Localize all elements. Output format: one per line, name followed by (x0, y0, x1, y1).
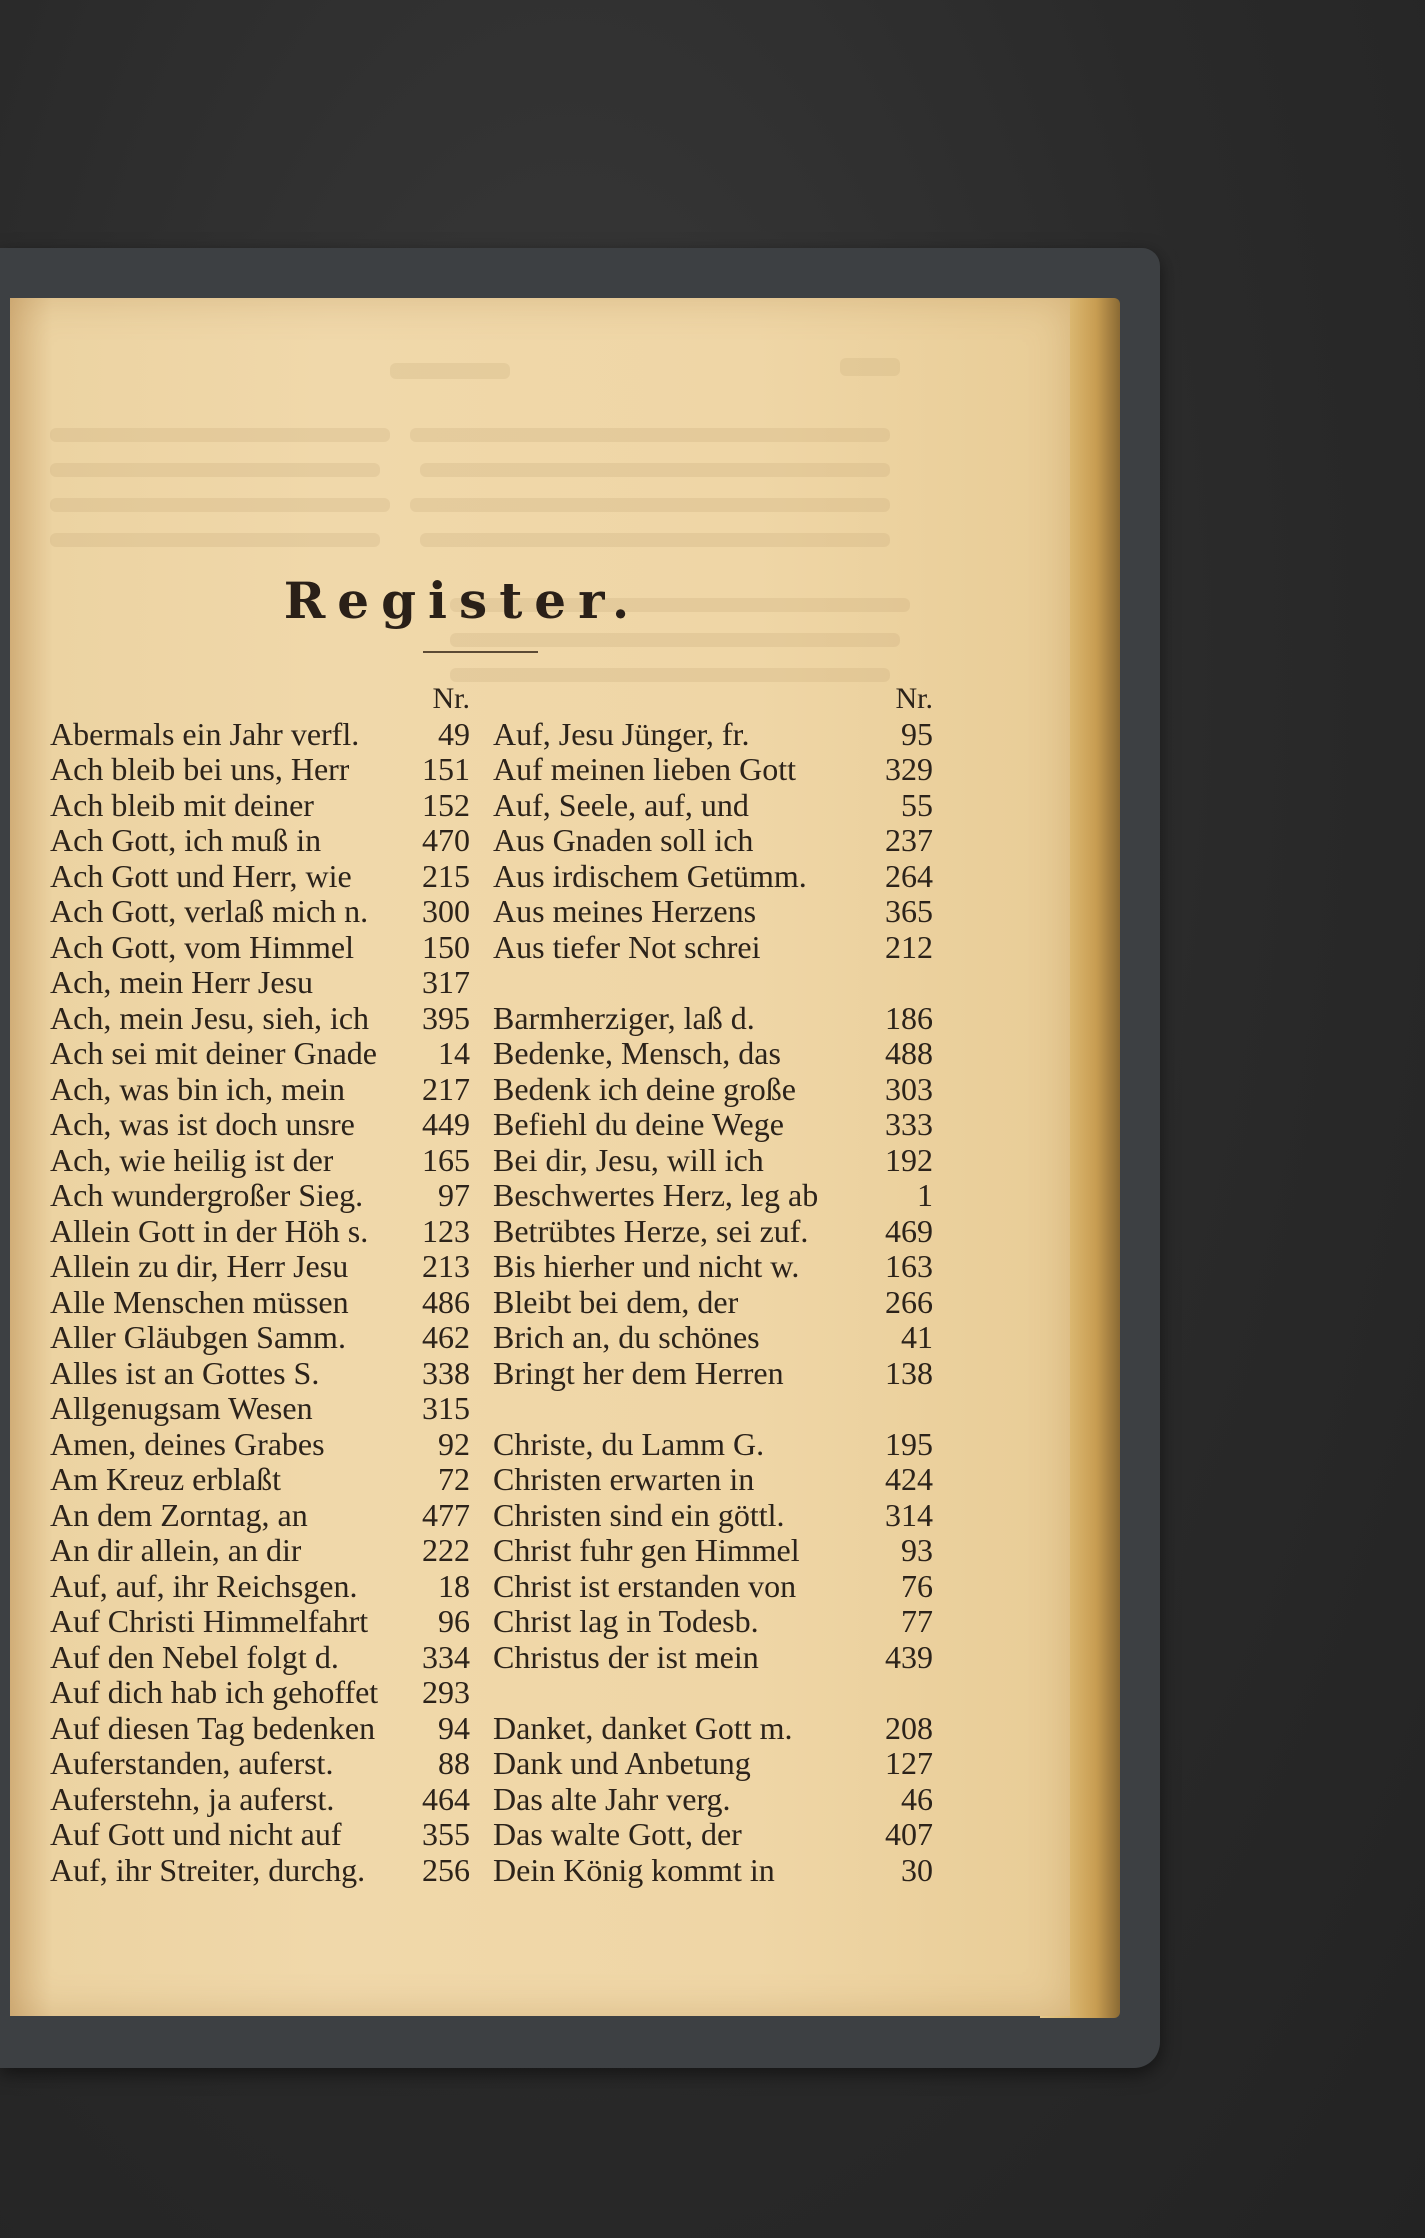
register-entry (50, 717, 470, 753)
hymn-number: 477 (422, 1496, 470, 1533)
hymn-first-line: Alle Menschen müssen (50, 1284, 349, 1320)
hymn-first-line: Ach Gott, ich muß in (50, 823, 322, 858)
hymn-first-line: An dem Zorntag, an (50, 1497, 308, 1533)
hymn-number: 314 (885, 1496, 933, 1533)
hymn-number: 14 (438, 1035, 470, 1071)
register-entry (50, 1853, 470, 1889)
register-entry (50, 788, 470, 824)
hymn-number: 195 (885, 1425, 933, 1462)
hymn-number: 469 (885, 1212, 933, 1249)
hymn-number: 222 (422, 1532, 470, 1568)
hymn-number: 424 (885, 1461, 933, 1497)
hymn-first-line: Auf Gott und nicht auf (50, 1817, 342, 1852)
hymn-number: 464 (422, 1780, 470, 1817)
hymn-first-line: Ach, wie heilig ist der (50, 1142, 334, 1178)
hymn-first-line: Auferstehn, ja auferst. (50, 1781, 335, 1817)
register-entry (493, 1036, 933, 1072)
hymn-number: 338 (422, 1354, 470, 1391)
hymn-number: 30 (901, 1851, 933, 1888)
hymn-first-line: Aus irdischem Getümm. (493, 858, 807, 894)
register-entry (493, 1178, 933, 1214)
register-entry (50, 965, 470, 1001)
hymn-first-line: Ach, mein Herr Jesu (50, 965, 314, 1000)
hymn-first-line: Brich an, du schönes (493, 1320, 760, 1355)
hymn-number: 88 (438, 1745, 470, 1781)
letter-group-gap (493, 1675, 933, 1711)
hymn-number: 355 (422, 1816, 470, 1852)
register-entry (50, 894, 470, 930)
hymn-first-line: Auf, Jesu Jünger, fr. (493, 716, 750, 752)
right-column (493, 681, 933, 1888)
hymn-first-line: Bis hierher und nicht w. (493, 1249, 800, 1284)
hymn-first-line: Ach sei mit deiner Gnade (50, 1036, 377, 1071)
register-entry (493, 1711, 933, 1747)
register-entry (50, 1320, 470, 1356)
hymn-first-line: Auf Christi Himmelfahrt (50, 1604, 369, 1639)
hymn-first-line: Bedenk ich deine große (493, 1071, 796, 1107)
register-entry (50, 1107, 470, 1143)
hymn-first-line: Ach, mein Jesu, sieh, ich (50, 1000, 370, 1036)
hymn-number: 303 (885, 1070, 933, 1107)
book-page (10, 298, 1070, 2016)
hymn-first-line: Dank und Anbetung (493, 1746, 751, 1781)
hymn-first-line: Befiehl du deine Wege (493, 1107, 784, 1142)
register-entry (50, 1249, 470, 1285)
hymn-number: 41 (901, 1319, 933, 1355)
page-title: Register. (283, 571, 642, 630)
register-entry (493, 1214, 933, 1250)
hymn-number: 152 (422, 786, 470, 823)
hymn-first-line: Auf meinen lieben Gott (493, 752, 797, 787)
hymn-first-line: Das alte Jahr verg. (493, 1781, 731, 1817)
hymn-number: 486 (422, 1283, 470, 1320)
hymn-first-line: Auf, Seele, auf, und (493, 787, 749, 823)
register-entry (493, 859, 933, 895)
hymn-first-line: Auf den Nebel folgt d. (50, 1639, 339, 1675)
register-entry (50, 1746, 470, 1782)
register-entry (493, 1356, 933, 1392)
hymn-number: 123 (422, 1212, 470, 1249)
hymn-number: 96 (438, 1603, 470, 1639)
hymn-first-line: Danket, danket Gott m. (493, 1710, 793, 1746)
left-column (50, 681, 470, 1888)
hymn-number: 395 (422, 999, 470, 1036)
hymn-number: 266 (885, 1283, 933, 1320)
register-entry (493, 823, 933, 859)
register-entry (50, 1285, 470, 1321)
register-entry (50, 1462, 470, 1498)
letter-group-gap (493, 1391, 933, 1427)
hymn-number: 76 (901, 1567, 933, 1604)
hymn-first-line: Christen erwarten in (493, 1462, 755, 1497)
hymn-number: 256 (422, 1851, 470, 1888)
hymn-first-line: Ach Gott, vom Himmel (50, 929, 354, 965)
hymn-number: 127 (885, 1745, 933, 1781)
hymn-first-line: Bei dir, Jesu, will ich (493, 1142, 764, 1178)
letter-group-gap (493, 965, 933, 1001)
register-entry (50, 1533, 470, 1569)
register-entry (50, 1214, 470, 1250)
hymn-first-line: Am Kreuz erblaßt (50, 1462, 282, 1497)
hymn-first-line: Christen sind ein göttl. (493, 1497, 785, 1533)
hymn-number: 462 (422, 1319, 470, 1355)
hymn-first-line: Bringt her dem Herren (493, 1355, 784, 1391)
register-entry (493, 1320, 933, 1356)
register-entry (493, 1285, 933, 1321)
hymn-number: 293 (422, 1674, 470, 1710)
hymn-first-line: Allgenugsam Wesen (50, 1391, 313, 1426)
hymn-first-line: Christ lag in Todesb. (493, 1604, 759, 1639)
hymn-first-line: Ach wundergroßer Sieg. (50, 1178, 364, 1213)
register-entry (493, 1746, 933, 1782)
register-entry (493, 1782, 933, 1818)
hymn-first-line: Allein zu dir, Herr Jesu (50, 1249, 349, 1284)
hymn-number: 192 (885, 1141, 933, 1178)
register-entry (493, 1072, 933, 1108)
hymn-number: 49 (438, 715, 470, 752)
hymn-first-line: Aus Gnaden soll ich (493, 823, 754, 858)
register-entry (50, 1711, 470, 1747)
hymn-number: 72 (438, 1461, 470, 1497)
hymn-first-line: Barmherziger, laß d. (493, 1000, 755, 1036)
hymn-first-line: Aller Gläubgen Samm. (50, 1320, 346, 1355)
hymn-first-line: Ach bleib mit deiner (50, 787, 314, 823)
hymn-number: 1 (917, 1177, 933, 1213)
hymn-number: 300 (422, 893, 470, 929)
hymn-number: 329 (885, 751, 933, 787)
register-entry (50, 1178, 470, 1214)
register-entry (50, 1675, 470, 1711)
hymn-number: 163 (885, 1248, 933, 1284)
hymn-number: 449 (422, 1106, 470, 1142)
register-entry (493, 752, 933, 788)
right-entry-list (493, 717, 933, 1889)
hymn-number: 97 (438, 1177, 470, 1213)
register-entry (493, 1107, 933, 1143)
title-divider (423, 651, 538, 653)
hymn-number: 93 (901, 1532, 933, 1568)
hymn-number: 138 (885, 1354, 933, 1391)
hymn-first-line: Amen, deines Grabes (50, 1426, 325, 1462)
hymn-number: 317 (422, 964, 470, 1000)
register-entry (493, 1533, 933, 1569)
register-entry (493, 1427, 933, 1463)
register-entry (493, 1817, 933, 1853)
hymn-number: 55 (901, 786, 933, 823)
hymn-number: 488 (885, 1035, 933, 1071)
column-header: Nr. (895, 682, 933, 715)
register-entry (50, 859, 470, 895)
register-entry (50, 1782, 470, 1818)
hymn-number: 151 (422, 751, 470, 787)
hymn-number: 213 (422, 1248, 470, 1284)
hymn-first-line: Christus der ist mein (493, 1639, 759, 1675)
column-header: Nr. (432, 682, 470, 715)
left-entry-list (50, 717, 470, 1889)
hymn-number: 264 (885, 857, 933, 894)
register-entry (50, 930, 470, 966)
hymn-number: 186 (885, 999, 933, 1036)
hymn-number: 18 (438, 1567, 470, 1604)
hymn-number: 215 (422, 857, 470, 894)
hymn-first-line: Aus meines Herzens (493, 894, 757, 929)
register-entry (50, 1036, 470, 1072)
hymn-number: 77 (901, 1603, 933, 1639)
hymn-number: 217 (422, 1070, 470, 1107)
register-entry (50, 1143, 470, 1179)
hymn-first-line: Christe, du Lamm G. (493, 1426, 765, 1462)
register-entry (493, 788, 933, 824)
register-entry (493, 1569, 933, 1605)
hymn-number: 237 (885, 822, 933, 858)
register-entry (50, 1427, 470, 1463)
hymn-first-line: Auf dich hab ich gehoffet (50, 1675, 379, 1710)
hymn-number: 46 (901, 1780, 933, 1817)
hymn-first-line: Auf, ihr Streiter, durchg. (50, 1852, 366, 1888)
hymn-number: 150 (422, 928, 470, 965)
hymn-first-line: Ach Gott, verlaß mich n. (50, 894, 369, 929)
register-entry (493, 1604, 933, 1640)
hymn-number: 439 (885, 1638, 933, 1675)
register-entry (50, 752, 470, 788)
hymn-first-line: Auferstanden, auferst. (50, 1746, 334, 1781)
hymn-number: 407 (885, 1816, 933, 1852)
hymn-number: 212 (885, 928, 933, 965)
register-entry (493, 1249, 933, 1285)
hymn-first-line: Ach bleib bei uns, Herr (50, 752, 350, 787)
register-entry (50, 1072, 470, 1108)
register-entry (493, 1143, 933, 1179)
hymn-number: 165 (422, 1141, 470, 1178)
hymn-number: 334 (422, 1638, 470, 1675)
register-entry (50, 1640, 470, 1676)
register-entry (50, 1001, 470, 1037)
hymn-first-line: Bleibt bei dem, der (493, 1284, 739, 1320)
hymn-number: 315 (422, 1390, 470, 1426)
register-entry (50, 1356, 470, 1392)
register-entry (493, 930, 933, 966)
hymn-first-line: Dein König kommt in (493, 1852, 775, 1888)
register-entry (493, 1640, 933, 1676)
hymn-first-line: Beschwertes Herz, leg ab (493, 1178, 819, 1213)
hymn-number: 95 (901, 715, 933, 752)
register-entry (50, 1498, 470, 1534)
hymn-first-line: Ach, was bin ich, mein (50, 1071, 346, 1107)
register-entry (50, 1817, 470, 1853)
hymn-first-line: Auf, auf, ihr Reichsgen. (50, 1568, 358, 1604)
register-entry (493, 894, 933, 930)
hymn-first-line: Auf diesen Tag bedenken (50, 1710, 376, 1746)
register-entry (493, 1498, 933, 1534)
register-entry (493, 1001, 933, 1037)
hymn-number: 92 (438, 1425, 470, 1462)
hymn-number: 208 (885, 1709, 933, 1746)
hymn-first-line: Abermals ein Jahr verfl. (50, 716, 360, 752)
hymn-first-line: Betrübtes Herze, sei zuf. (493, 1213, 809, 1249)
hymn-first-line: Aus tiefer Not schrei (493, 929, 761, 965)
hymn-first-line: Alles ist an Gottes S. (50, 1355, 320, 1391)
hymn-first-line: Bedenke, Mensch, das (493, 1036, 781, 1071)
register-entry (50, 823, 470, 859)
hymn-number: 470 (422, 822, 470, 858)
hymn-first-line: Ach Gott und Herr, wie (50, 858, 352, 894)
hymn-first-line: Das walte Gott, der (493, 1817, 742, 1852)
register-entry (493, 1462, 933, 1498)
register-entry (50, 1391, 470, 1427)
register-entry (493, 717, 933, 753)
hymn-number: 365 (885, 893, 933, 929)
hymn-first-line: Ach, was ist doch unsre (50, 1107, 355, 1142)
hymn-first-line: An dir allein, an dir (50, 1533, 302, 1568)
hymn-number: 94 (438, 1709, 470, 1746)
register-entry (50, 1569, 470, 1605)
hymn-first-line: Christ ist erstanden von (493, 1568, 797, 1604)
register-entry (50, 1604, 470, 1640)
register-entry (493, 1853, 933, 1889)
hymn-first-line: Allein Gott in der Höh s. (50, 1213, 369, 1249)
hymn-number: 333 (885, 1106, 933, 1142)
hymn-first-line: Christ fuhr gen Himmel (493, 1533, 800, 1568)
